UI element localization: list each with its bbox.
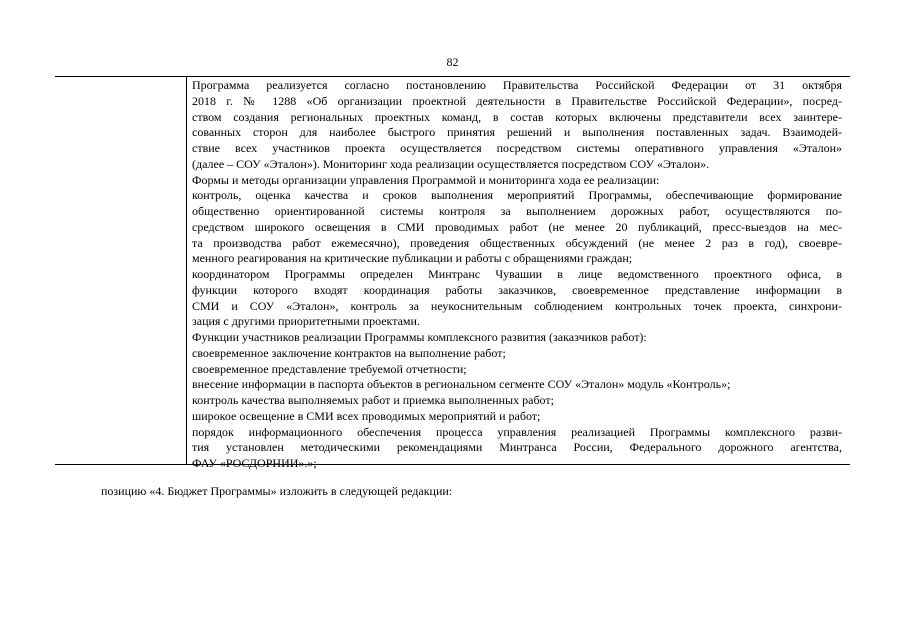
text-line: сованных сторон для наиболее быстрого принятия решений и выполнения поставленных задач. Взаимодей- xyxy=(192,125,842,140)
text-line: СМИ и СОУ «Эталон», контроль за неукоснительным соблюдением контрольных точек проекта, синхрони- xyxy=(192,298,842,313)
text-line: ФАУ «РОСДОРНИИ».»; xyxy=(192,456,317,470)
document-table xyxy=(55,76,850,470)
table-right-cell xyxy=(192,78,842,472)
text-line: Программа реализуется согласно постановлению Правительства Российской Федерации от 31 октября xyxy=(192,78,842,92)
text-line: широкое освещение в СМИ всех проводимых мероприятий и работ; xyxy=(192,408,541,423)
text-line: тия установлен методическими рекомендациями Минтранса России, Федерального дорожного агентства, xyxy=(192,440,842,455)
text-line: координатором Программы определен Минтранс Чувашии в лице ведомственного проектного офиса, в xyxy=(192,267,842,281)
text-line: зация с другими приоритетными проектами. xyxy=(192,314,420,329)
text-line: ством создания региональных проектных команд, в состав которых включены представители всех заинтере- xyxy=(192,109,842,124)
text-line: Функции участников реализации Программы комплексного развития (заказчиков работ): xyxy=(192,330,647,344)
after-table-paragraph: позицию «4. Бюджет Программы» изложить в следующей редакции: xyxy=(101,484,453,498)
text-line: контроль, оценка качества и сроков выполнения мероприятий Программы, обеспечивающие формирование xyxy=(192,188,842,203)
text-line: порядок информационного обеспечения процесса управления реализацией Программы комплексного разви- xyxy=(192,424,842,439)
table-left-cell xyxy=(55,77,186,464)
page-number: 82 xyxy=(446,55,459,69)
text-line: своевременное представление требуемой отчетности; xyxy=(192,361,467,376)
text-line: Формы и методы организации управления Программой и мониторинга хода ее реализации: xyxy=(192,172,660,187)
text-line: общественно ориентированной системы контроля за выполнением дорожных работ, осуществляются по- xyxy=(192,204,842,218)
column-divider xyxy=(186,77,187,464)
text-line: ствие всех участников проекта осуществляется посредством системы оперативного управления «Эталон» xyxy=(192,141,842,155)
text-line: та производства работ ежемесячно), проведения общественных обсуждений (не менее 2 раз в год), своевре- xyxy=(192,235,842,250)
text-line: (далее – СОУ «Эталон»). Мониторинг хода реализации осуществляется посредством СОУ «Эталон». xyxy=(192,156,710,171)
text-line: 2018 г. № 1288 «Об организации проектной деятельности в Правительстве Российской Федерации», посред- xyxy=(192,93,842,108)
text-line: внесение информации в паспорта объектов в региональном сегменте СОУ «Эталон» модуль «Контроль»; xyxy=(192,377,731,392)
text-line: функции которого входят координация работы заказчиков, своевременное представление информации в xyxy=(192,282,842,297)
text-line: своевременное заключение контрактов на выполнение работ; xyxy=(192,345,506,360)
text-line: контроль качества выполняемых работ и приемка выполненных работ; xyxy=(192,393,554,407)
text-line: менного реагирования на критические публикации и работы с обращениями граждан; xyxy=(192,251,633,266)
text-line: средством широкого освещения в СМИ проводимых работ (не менее 20 публикаций, пресс-выездов на мес- xyxy=(192,219,842,234)
